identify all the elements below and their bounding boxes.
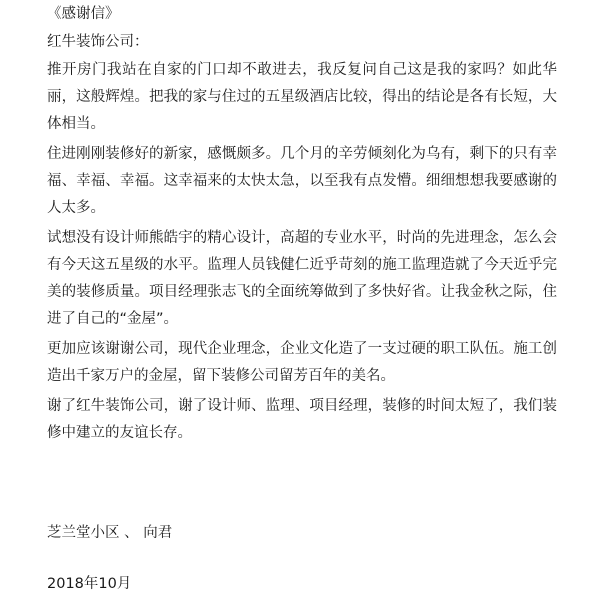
letter-body: [47, 57, 557, 450]
body-paragraph: 推开房门我站在自家的门口却不敢进去，我反复问自己这是我的家吗？如此华丽，这般辉煌。把我的家与住过的五星级酒店比较，得出的结论是各有长短，大体相当。: [47, 62, 557, 132]
letter-title: 《感谢信》: [47, 6, 120, 22]
body-paragraph: 试想没有设计师熊皓宇的精心设计，高超的专业水平，时尚的先进理念，怎么会有今天这五星级的水平。监理人员钱健仁近乎苛刻的施工监理造就了今天近乎完美的装修质量。项目经理张志飞的全面统筹做到了多快好省。让我金秋之际，住进了自己的“金屋”。: [47, 230, 557, 327]
letter-date: 2018年10月: [47, 576, 132, 592]
body-paragraph: 谢了红牛装饰公司，谢了设计师、监理、项目经理，装修的时间太短了，我们装修中建立的友谊长存。: [47, 398, 557, 441]
body-paragraph: 住进刚刚装修好的新家，感慨颇多。几个月的辛劳倾刻化为乌有，剩下的只有幸福、幸福、幸福。这幸福来的太快太急，以至我有点发懵。细细想想我要感谢的人太多。: [47, 146, 557, 216]
letter-salutation: 红牛装饰公司：: [47, 34, 149, 50]
body-paragraph: 更加应该谢谢公司，现代企业理念，企业文化造了一支过硬的职工队伍。施工创造出千家万户的金屋，留下装修公司留芳百年的美名。: [47, 341, 557, 384]
letter-signature: 芝兰堂小区 、 向君: [47, 525, 173, 541]
